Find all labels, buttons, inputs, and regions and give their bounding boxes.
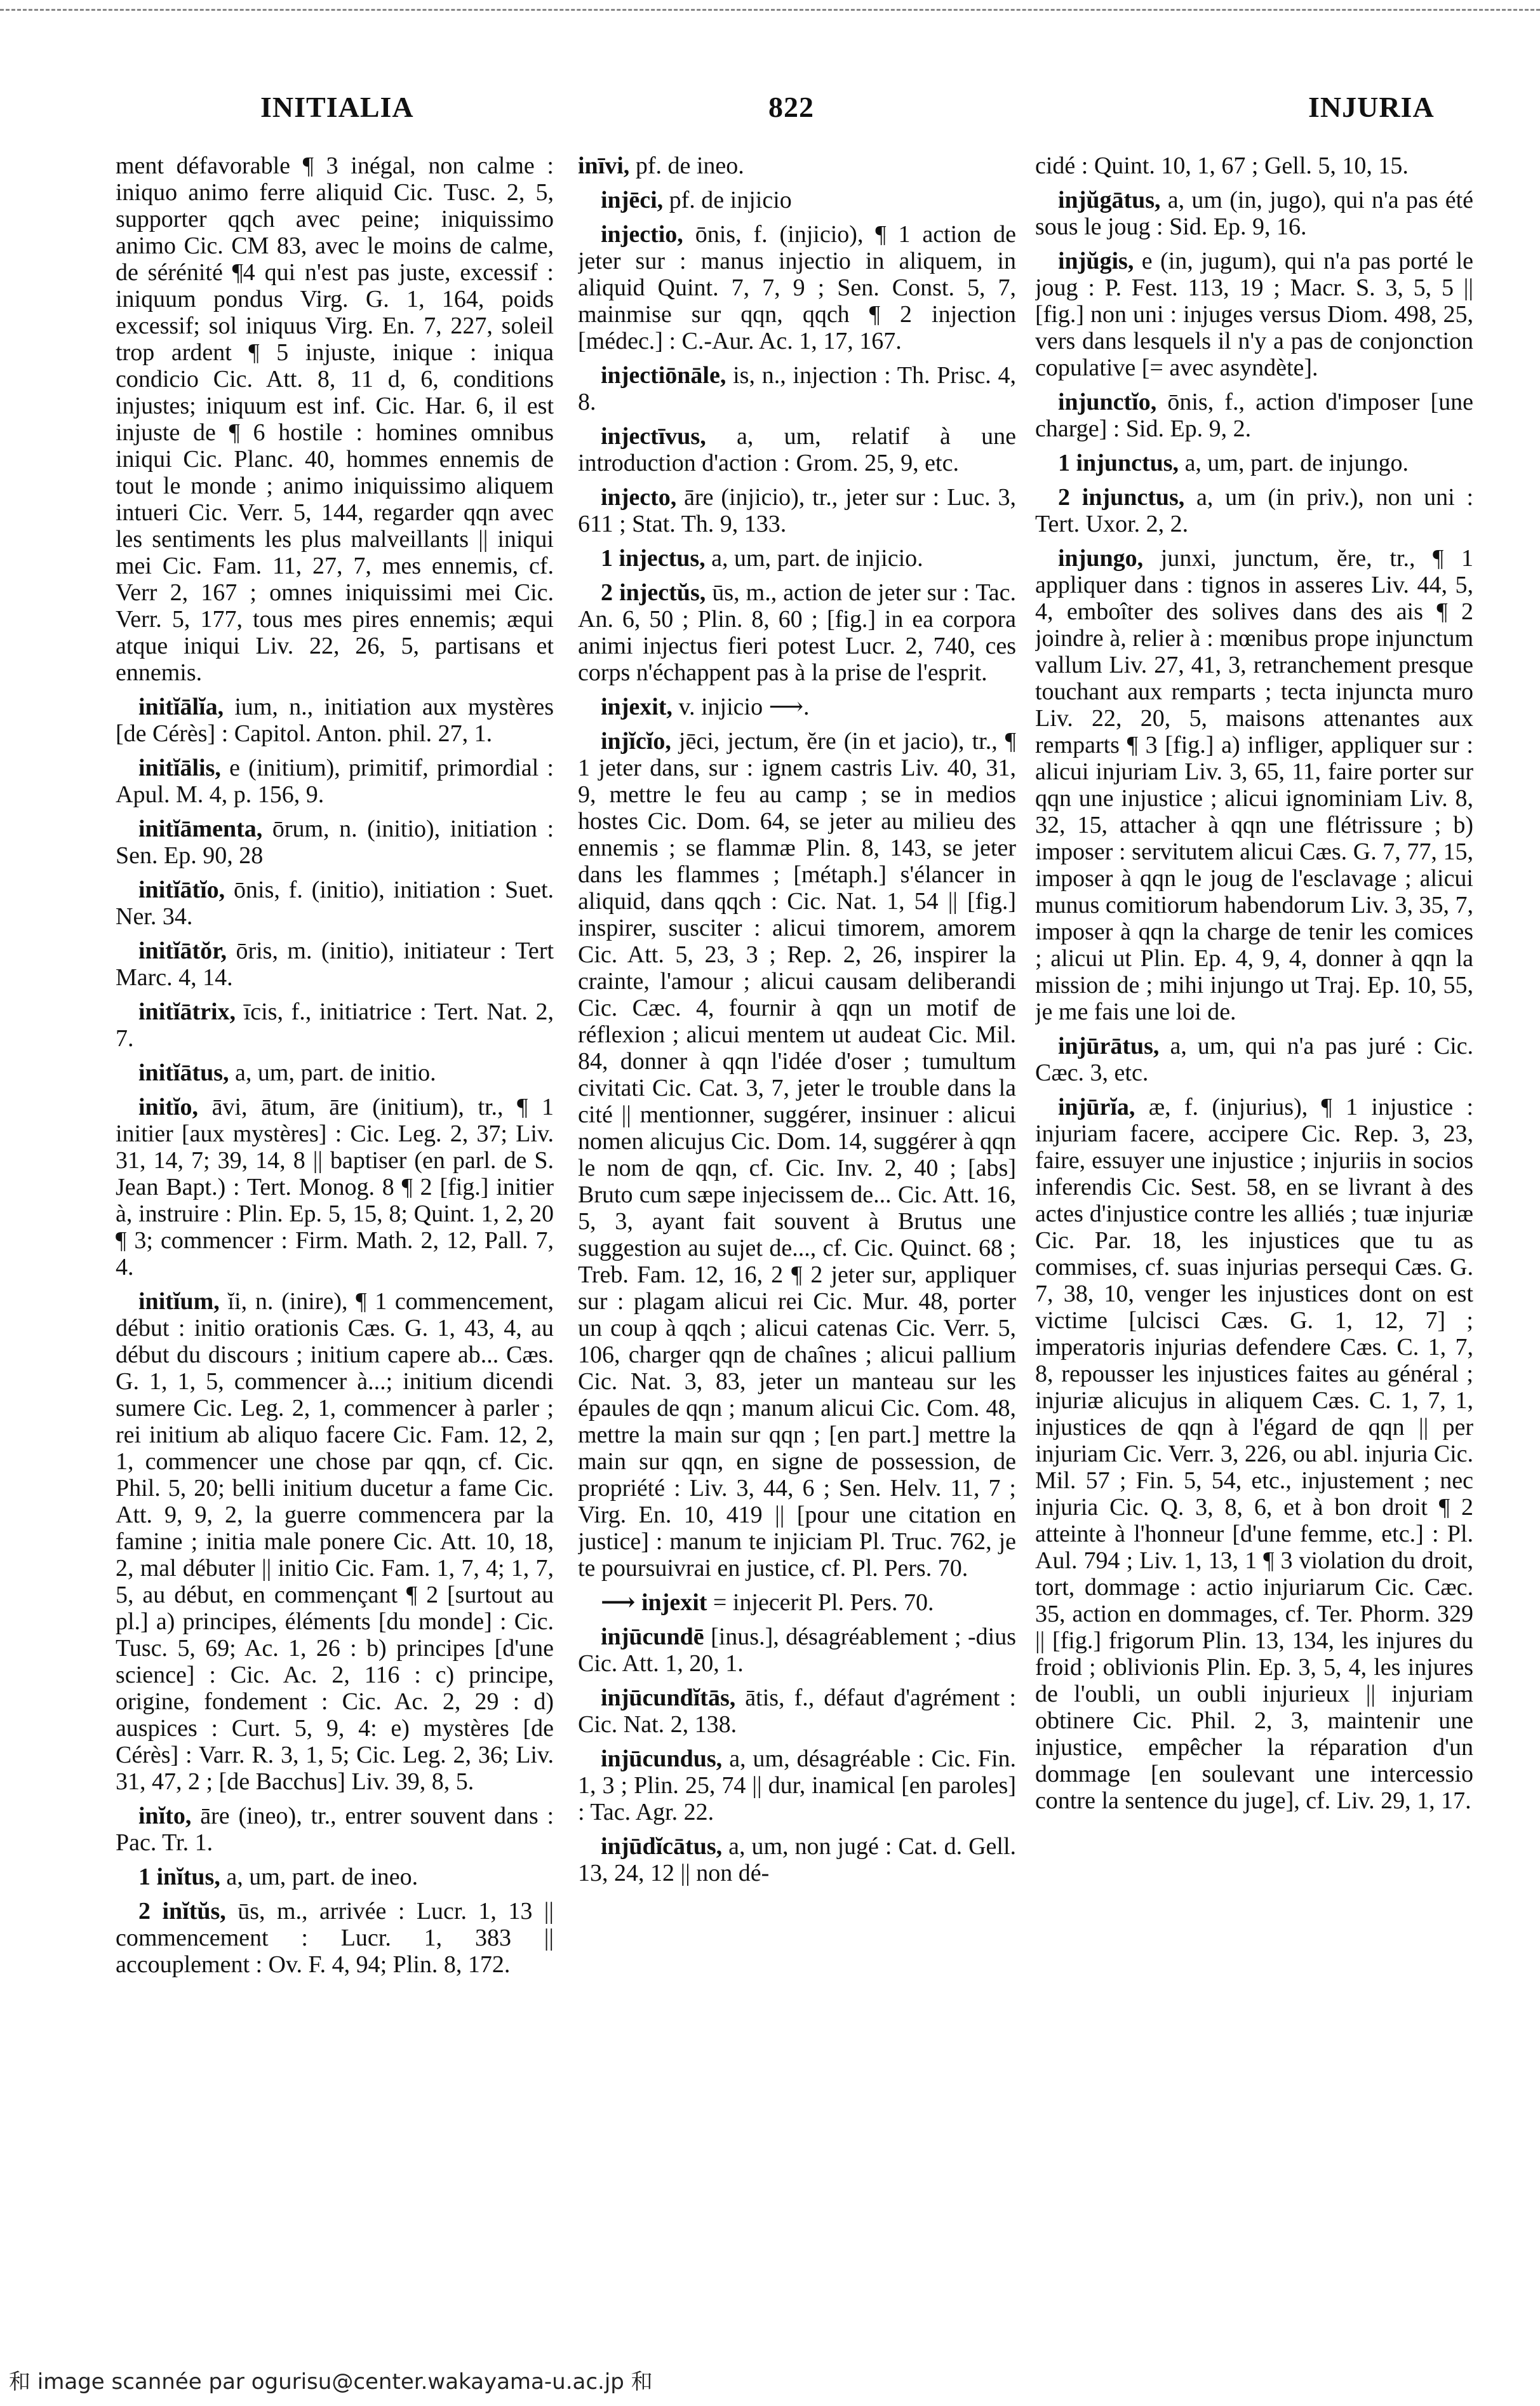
entry-headword: initĭātus, <box>138 1059 229 1086</box>
entry-headword: initĭum, <box>138 1288 220 1315</box>
entry-headword: initĭāmenta, <box>138 816 263 842</box>
dictionary-entry <box>1035 389 1473 442</box>
dictionary-entry <box>578 1623 1016 1677</box>
dictionary-entry <box>578 1833 1016 1886</box>
dictionary-entry <box>578 221 1016 354</box>
entry-definition: v. injicio ⟶. <box>678 694 810 720</box>
entry-headword: injectio, <box>601 221 683 248</box>
entry-definition: is, n., injection : Th. Prisc. 4, 8. <box>578 362 1016 415</box>
dictionary-entry <box>116 816 554 869</box>
entry-headword: injūrĭa, <box>1058 1094 1135 1120</box>
header-left-guideword: INITIALIA <box>260 91 414 123</box>
dictionary-entry <box>578 362 1016 415</box>
entry-definition: a, um, part. de injungo. <box>1184 450 1409 476</box>
entry-headword: initĭālĭa, <box>138 694 224 720</box>
entry-definition: a, um, part. de injicio. <box>711 545 923 572</box>
entry-definition: a, um, désagréable : Cic. Fin. 1, 3 ; Plin. 25, 74 || dur, inamical [en paroles] : Tac. Agr. 22. <box>578 1745 1016 1825</box>
entry-headword: 1 inĭtus, <box>138 1864 220 1890</box>
entry-definition: ūs, m., arrivée : Lucr. 1, 13 || commencement : Lucr. 1, 383 || accouplement : Ov. F. 4, 94; Plin. 8, 172. <box>116 1898 554 1978</box>
dictionary-entry <box>1035 152 1473 179</box>
entry-headword: 2 injunctus, <box>1058 484 1185 511</box>
entry-definition: [inus.], désagréablement ; -dius Cic. Att. 1, 20, 1. <box>578 1623 1016 1677</box>
entry-headword: injectiōnāle, <box>601 362 726 389</box>
entry-headword: injēci, <box>601 187 664 213</box>
entry-headword: 1 injunctus, <box>1058 450 1179 476</box>
entry-definition: ūs, m., action de jeter sur : Tac. An. 6, 50 ; Plin. 8, 60 ; [fig.] in ea corpora animi injectus fieri potest Lucr. 2, 740, ces corps n'échappent pas à la prise de l'esprit. <box>578 579 1016 686</box>
entry-definition: ōnis, f., action d'imposer [une charge] : Sid. Ep. 9, 2. <box>1035 389 1473 442</box>
entry-definition: cidé : Quint. 10, 1, 67 ; Gell. 5, 10, 15. <box>1035 152 1409 179</box>
dictionary-entry <box>116 1803 554 1856</box>
entry-headword: injunctĭo, <box>1058 389 1157 415</box>
entry-headword: initĭātrix, <box>138 998 236 1025</box>
entry-headword: injŭgis, <box>1058 248 1134 274</box>
dictionary-entry <box>578 1745 1016 1825</box>
entry-definition: a, um, part. de initio. <box>235 1059 436 1086</box>
dictionary-entry <box>578 187 1016 213</box>
entry-definition: ium, n., initiation aux mystères [de Cérès] : Capitol. Anton. phil. 27, 1. <box>116 694 554 747</box>
entry-definition: a, um, part. de ineo. <box>226 1864 418 1890</box>
entry-definition: ōris, m. (initio), initiateur : Tert Marc. 4, 14. <box>116 938 554 991</box>
entry-headword: inīvi, <box>578 152 630 179</box>
dictionary-entry <box>116 1059 554 1086</box>
scan-credit-footer: 和 image scannée par ogurisu@center.wakayama-u.ac.jp 和 <box>9 2369 653 2395</box>
dictionary-entry <box>578 545 1016 572</box>
dictionary-entry <box>116 152 554 686</box>
dictionary-entry <box>116 694 554 747</box>
column-2 <box>578 152 1016 2344</box>
dictionary-entry <box>1035 545 1473 1025</box>
scan-top-edge <box>0 9 1540 11</box>
entry-definition: a, um (in, jugo), qui n'a pas été sous le joug : Sid. Ep. 9, 16. <box>1035 187 1473 240</box>
dictionary-entry <box>578 423 1016 476</box>
dictionary-entry <box>1035 187 1473 240</box>
page-header <box>111 71 1473 122</box>
entry-definition: a, um, relatif à une introduction d'action : Grom. 25, 9, etc. <box>578 423 1016 476</box>
dictionary-entry <box>1035 248 1473 381</box>
dictionary-entry <box>578 1589 1016 1616</box>
dictionary-entry <box>578 694 1016 720</box>
entry-headword: initĭo, <box>138 1094 198 1120</box>
dictionary-entry <box>1035 450 1473 476</box>
entry-definition: junxi, junctum, ĕre, tr., ¶ 1 appliquer dans : tignos in asseres Liv. 44, 5, 4, emboîter des solives dans des ais ¶ 2 joindre à, relier à : mœnibus prope injunctum vallum Liv. 27, 41, 3, retranchement presque touchant aux remparts ; tecta injuncta muro Liv. 22, 20, 5, maisons attenantes aux remparts ¶ 3 [fig.] a) infliger, appliquer sur : alicui injuriam Liv. 3, 65, 11, faire porter sur qqn une injustice ; alicui ignominiam Liv. 8, 32, 15, attacher à qqn une flétrissure ; b) imposer : servitutem alicui Cæs. G. 7, 77, 15, imposer à qqn le joug de l'esclavage ; alicui munus comitiorum habendorum Liv. 3, 35, 7, imposer à qqn la charge de tenir les comices ; alicui ut Plin. Ep. 4, 9, 4, donner à qqn la mission de ; mihi injungo ut Traj. Ep. 10, 55, je me fais une loi de. <box>1035 545 1473 1025</box>
entry-headword: initĭālis, <box>138 755 221 781</box>
entry-headword: 2 inĭtŭs, <box>138 1898 226 1925</box>
dictionary-entry <box>116 1864 554 1890</box>
entry-headword: ⟶ injexit <box>601 1589 707 1616</box>
entry-definition: a, um (in priv.), non uni : Tert. Uxor. 2, 2. <box>1035 484 1473 537</box>
dictionary-entry <box>116 938 554 991</box>
entry-headword: 1 injectus, <box>601 545 706 572</box>
entry-definition: ōnis, f. (initio), initiation : Suet. Ner. 34. <box>116 877 554 930</box>
entry-headword: injūdĭcātus, <box>601 1833 723 1860</box>
entry-headword: injūrātus, <box>1058 1033 1160 1059</box>
entry-definition: pf. de injicio <box>669 187 792 213</box>
entry-headword: initĭātĭo, <box>138 877 225 903</box>
entry-headword: initĭātŏr, <box>138 938 227 964</box>
entry-definition: æ, f. (injurius), ¶ 1 injustice : injuriam facere, accipere Cic. Rep. 3, 23, faire, essuyer une injustice ; injuriis in socios inferendis Cic. Sest. 58, en se livrant à des actes d'injustice contre les alliés ; tuæ injuriæ Cic. Par. 18, les injustices que tu as commises, cf. suas injurias persequi Cæs. G. 7, 38, 10, venger les injustices dont on est victime [ulcisci Cæs. G. 1, 12, 7] ; imperatoris injurias defendere Cæs. C. 1, 7, 8, repousser les injustices faites au général ; injuriæ alicujus in aliquem Cæs. C. 1, 7, 1, injustices de qqn à l'égard de qqn || per injuriam Cic. Verr. 3, 226, ou abl. injuria Cic. Mil. 57 ; Fin. 5, 54, etc., injustement ; nec injuria Cic. Q. 3, 8, 6, et à bon droit ¶ 2 atteinte à l'honneur [d'une femme, etc.] : Pl. Aul. 794 ; Liv. 1, 13, 1 ¶ 3 violation du droit, tort, dommage : actio injuriarum Cic. Cæc. 35, action en dommages, cf. Ter. Phorm. 329 || [fig.] frigorum Plin. 13, 134, les injures du froid ; oblivionis Plin. Ep. 3, 5, 4, les injures de l'oubli, un oubli injurieux || injuriam obtinere Cic. Phil. 2, 3, maintenir une injustice, empêcher la réparation d'un dommage [en soulevant une intercessio contre la sentence du juge], cf. Liv. 29, 1, 17. <box>1035 1094 1473 1814</box>
entry-headword: injūcundĭtās, <box>601 1684 736 1711</box>
entry-definition: ātis, f., défaut d'agrément : Cic. Nat. 2, 138. <box>578 1684 1016 1738</box>
entry-definition: ment défavorable ¶ 3 inégal, non calme : iniquo animo ferre aliquid Cic. Tusc. 2, 5, supporter qqch avec peine; iniquissimo animo Cic. CM 83, avec le moins de calme, de sérénité ¶4 qui n'est pas juste, excessif : iniquum pondus Virg. G. 1, 164, poids excessif; sol iniquus Virg. En. 7, 227, soleil trop ardent ¶ 5 injuste, inique : iniqua condicio Cic. Att. 8, 11 d, 6, conditions injustes; iniquum est inf. Cic. Har. 6, il est injuste de ¶ 6 hostile : homines omnibus iniqui Cic. Planc. 40, hommes ennemis de tout le monde ; animo iniquissimo aliquem intueri Cic. Verr. 5, 144, regarder qqn avec les sentiments les plus malveillants || iniqui mei Cic. Fam. 11, 27, 7, mes ennemis, cf. Verr 2, 167 ; omnes iniquissimi mei Cic. Verr. 5, 177, tous mes pires ennemis; æqui atque iniqui Liv. 22, 26, 5, partisans et ennemis. <box>116 152 554 686</box>
entry-headword: injūcundē <box>601 1623 704 1650</box>
entry-definition: jēci, jectum, ĕre (in et jacio), tr., ¶ 1 jeter dans, sur : ignem castris Liv. 40, 31, 9, mettre le feu au camp ; se in medios hostes Cic. Dom. 64, se jeter au milieu des ennemis ; se flammæ Plin. 8, 143, se jeter dans les flammes ; [métaph.] s'élancer in aliquid, dans qqch : Cic. Nat. 1, 54 || [fig.] inspirer, susciter : alicui timorem, amorem Cic. Att. 5, 23, 3 ; Rep. 2, 26, inspirer la crainte, l'amour ; alicui causam deliberandi Cic. Cæc. 4, fournir à qqn un motif de réflexion ; alicui mentem ut audeat Cic. Mil. 84, donner à qqn l'idée d'oser ; tumultum civitati Cic. Cat. 3, 7, jeter le trouble dans la cité || mentionner, suggérer, insinuer : alicui nomen alicujus Cic. Dom. 14, suggérer à qqn le nom de qqn, cf. Cic. Inv. 2, 40 ; [abs] Bruto cum sæpe injecissem de... Cic. Att. 16, 5, 3, ayant fait souvent à Brutus une suggestion au sujet de..., cf. Cic. Quinct. 68 ; Treb. Fam. 12, 16, 2 ¶ 2 jeter sur, appliquer sur : plagam alicui rei Cic. Mur. 48, porter un coup à qqch ; alicui catenas Cic. Verr. 5, 106, charger qqn de chaînes ; alicui pallium Cic. Nat. 3, 83, jeter un manteau sur les épaules de qqn ; manum alicui Cic. Com. 48, mettre la main sur qqn ; [en part.] mettre la main sur qqn, en signe de possession, de propriété : Liv. 3, 44, 6 ; Sen. Helv. 11, 7 ; Virg. En. 10, 419 || [pour une citation en justice] : manum te injiciam Pl. Truc. 762, je te poursuivrai en justice, cf. Pl. Pers. 70. <box>578 728 1016 1582</box>
entry-headword: injŭgātus, <box>1058 187 1161 213</box>
dictionary-entry <box>578 728 1016 1582</box>
entry-definition: e (in, jugum), qui n'a pas porté le joug : P. Fest. 113, 19 ; Macr. S. 3, 5, 5 || [fig.] non uni : injuges versus Diom. 498, 25, vers dans lesquels il n'y a pas de conjonction copulative [= avec asyndète]. <box>1035 248 1473 381</box>
entry-definition: āre (ineo), tr., entrer souvent dans : Pac. Tr. 1. <box>116 1803 554 1856</box>
entry-definition: a, um, qui n'a pas juré : Cic. Cæc. 3, etc. <box>1035 1033 1473 1086</box>
entry-definition: ōnis, f. (injicio), ¶ 1 action de jeter sur : manus injectio in aliquem, in aliquid Quint. 7, 7, 9 ; Sen. Const. 5, 7, mainmise sur qqn, qqch ¶ 2 injection [médec.] : C.-Aur. Ac. 1, 17, 167. <box>578 221 1016 354</box>
dictionary-entry <box>116 1094 554 1280</box>
dictionary-entry <box>578 579 1016 686</box>
dictionary-entry <box>116 877 554 930</box>
dictionary-entry <box>116 1288 554 1795</box>
entry-definition: = injecerit Pl. Pers. 70. <box>713 1589 934 1616</box>
column-3 <box>1035 152 1473 2344</box>
entry-definition: pf. de ineo. <box>635 152 744 179</box>
dictionary-entry <box>116 998 554 1052</box>
entry-definition: ĭi, n. (inire), ¶ 1 commencement, début : initio orationis Cæs. G. 1, 43, 4, au début du discours ; initium capere ab... Cæs. G. 1, 1, 5, commencer à...; initium dicendi sumere Cic. Leg. 2, 1, commencer à parler ; rei initium ab aliquo facere Cic. Fam. 12, 2, 1, commencer une chose par qqn, cf. Cic. Phil. 5, 20; belli initium ducetur a fame Cic. Att. 9, 9, 2, la guerre commencera par la famine ; initia male ponere Cic. Att. 10, 18, 2, mal débuter || initio Cic. Fam. 1, 7, 4; 1, 7, 5, au début, en commençant ¶ 2 [surtout au pl.] a) principes, éléments [du monde] : Cic. Tusc. 5, 69; Ac. 1, 26 : b) principes [d'une science] : Cic. Ac. 2, 116 : c) principe, origine, fondement : Cic. Ac. 2, 29 : d) auspices : Curt. 5, 9, 4: e) mystères [de Cérès] : Varr. R. 3, 1, 5; Cic. Leg. 2, 36; Liv. 31, 47, 2 ; [de Bacchus] Liv. 39, 8, 5. <box>116 1288 554 1795</box>
dictionary-entry <box>578 1684 1016 1738</box>
entry-definition: e (initium), primitif, primordial : Apul. M. 4, p. 156, 9. <box>116 755 554 808</box>
dictionary-entry <box>116 755 554 808</box>
header-right-guideword: INJURIA <box>1308 91 1435 123</box>
page-number: 822 <box>768 91 814 123</box>
entry-headword: 2 injectŭs, <box>601 579 706 606</box>
dictionary-entry <box>1035 1033 1473 1086</box>
dictionary-entry <box>578 484 1016 537</box>
entry-definition: āvi, ātum, āre (initium), tr., ¶ 1 initier [aux mystères] : Cic. Leg. 2, 37; Liv. 31, 14, 7; 39, 14, 8 || baptiser (en parl. de S. Jean Bapt.) : Tert. Monog. 8 ¶ 2 [fig.] initier à, instruire : Plin. Ep. 5, 15, 8; Quint. 1, 2, 20 ¶ 3; commencer : Firm. Math. 2, 12, Pall. 7, 4. <box>116 1094 554 1280</box>
entry-definition: a, um, non jugé : Cat. d. Gell. 13, 24, 12 || non dé- <box>578 1833 1016 1886</box>
dictionary-entry <box>1035 1094 1473 1814</box>
entry-headword: injecto, <box>601 484 677 511</box>
dictionary-entry <box>1035 484 1473 537</box>
dictionary-entry <box>578 152 1016 179</box>
entry-headword: injexit, <box>601 694 673 720</box>
entry-headword: injĭcĭo, <box>601 728 671 755</box>
entry-definition: īcis, f., initiatrice : Tert. Nat. 2, 7. <box>116 998 554 1052</box>
entry-headword: injūcundus, <box>601 1745 723 1772</box>
entry-headword: injectīvus, <box>601 423 706 450</box>
entry-headword: injungo, <box>1058 545 1144 572</box>
dictionary-entry <box>116 1898 554 1978</box>
entry-definition: ōrum, n. (initio), initiation : Sen. Ep. 90, 28 <box>116 816 554 869</box>
entry-definition: āre (injicio), tr., jeter sur : Luc. 3, 611 ; Stat. Th. 9, 133. <box>578 484 1016 537</box>
entry-headword: inĭto, <box>138 1803 192 1829</box>
column-1 <box>116 152 554 2344</box>
